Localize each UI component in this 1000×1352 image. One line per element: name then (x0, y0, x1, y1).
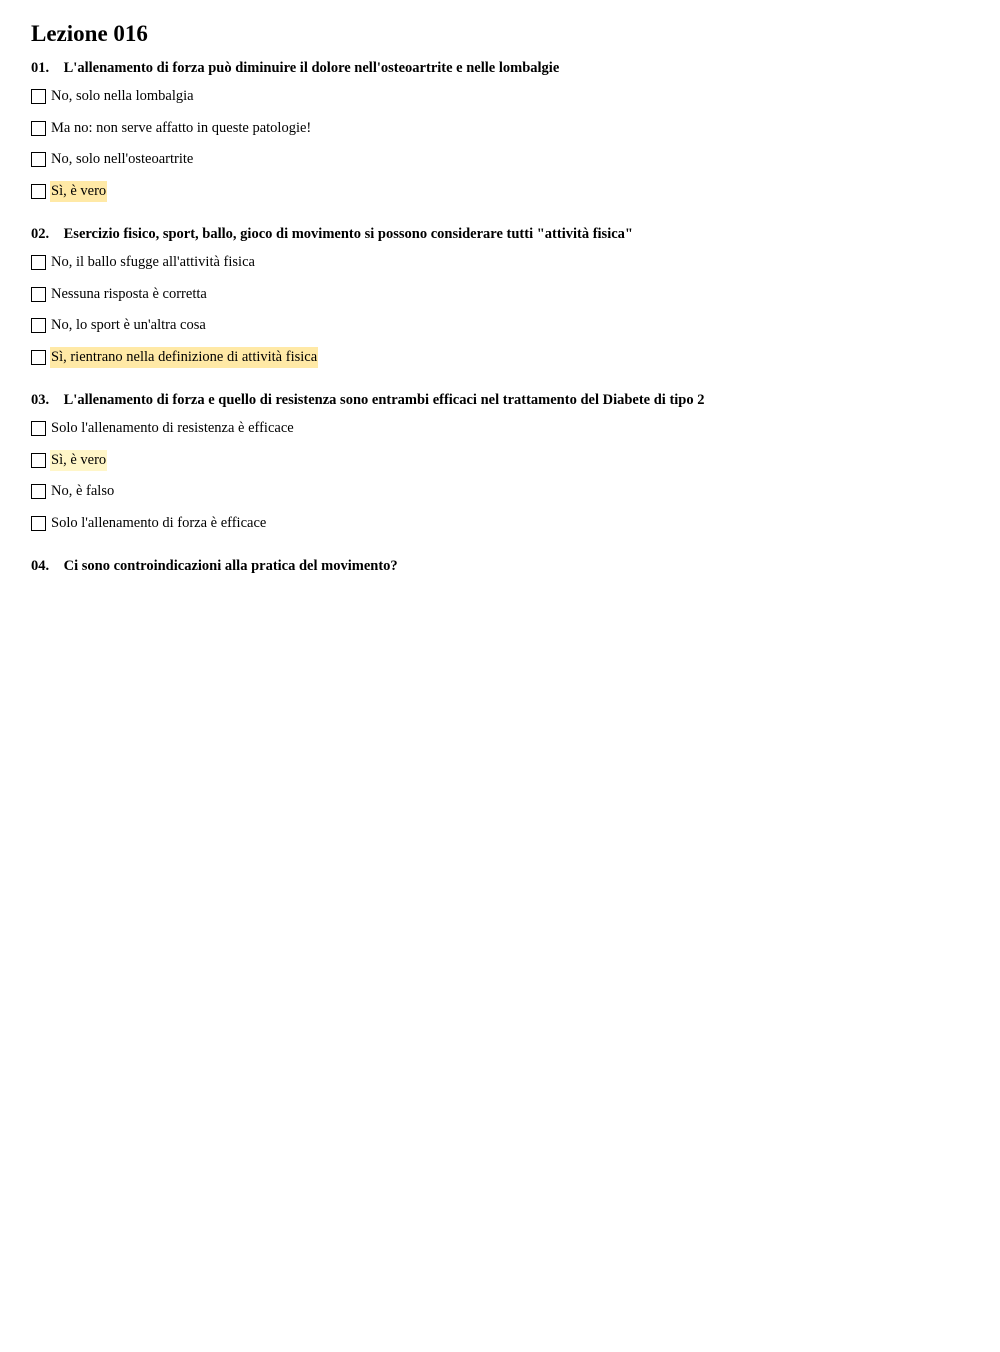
answer-checkbox[interactable] (31, 184, 46, 199)
question-number: 01. (31, 60, 50, 76)
answer-label: No, è falso (51, 483, 115, 500)
answer-option[interactable] (31, 342, 971, 374)
answer-option[interactable] (31, 176, 971, 208)
answer-label: Solo l'allenamento di resistenza è efficace (51, 420, 294, 437)
answer-option[interactable] (31, 247, 971, 279)
lesson-title: Lezione 016 (31, 21, 148, 46)
answer-option[interactable] (31, 81, 971, 113)
answer-label: No, solo nella lombalgia (51, 88, 194, 105)
question-02 (31, 223, 971, 373)
question-text: Ci sono controindicazioni alla pratica del movimento? (63, 558, 398, 574)
answer-label: No, solo nell'osteoartrite (51, 151, 194, 168)
question-01 (31, 57, 971, 207)
answer-label: Nessuna risposta è corretta (51, 285, 207, 302)
question-text: L'allenamento di forza può diminuire il dolore nell'osteoartrite e nelle lombalgie (63, 60, 560, 76)
answer-checkbox[interactable] (31, 453, 46, 468)
answer-label: Ma no: non serve affatto in queste patologie! (51, 119, 312, 136)
answer-checkbox[interactable] (31, 89, 46, 104)
answer-option[interactable] (31, 279, 971, 311)
answer-option[interactable] (31, 445, 971, 477)
answer-option[interactable] (31, 413, 971, 445)
answer-checkbox[interactable] (31, 484, 46, 499)
answer-checkbox[interactable] (31, 421, 46, 436)
question-header (31, 389, 971, 411)
question-header (31, 555, 971, 577)
question-number: 03. (31, 392, 50, 408)
answer-checkbox[interactable] (31, 152, 46, 167)
question-03 (31, 389, 971, 539)
answer-label-highlighted: Sì, è vero (50, 181, 107, 202)
question-text: Esercizio fisico, sport, ballo, gioco di movimento si possono considerare tutti "attività fisica" (63, 226, 633, 242)
answer-label-highlighted: Sì, è vero (50, 450, 107, 471)
answer-option[interactable] (31, 476, 971, 508)
answer-label: No, lo sport è un'altra cosa (51, 317, 206, 334)
question-text: L'allenamento di forza e quello di resistenza sono entrambi efficaci nel trattamento del Diabete di tipo 2 (63, 392, 705, 408)
answer-option[interactable] (31, 144, 971, 176)
answer-label: Solo l'allenamento di forza è efficace (51, 514, 267, 531)
question-header (31, 223, 971, 245)
answer-option[interactable] (31, 113, 971, 145)
answer-checkbox[interactable] (31, 516, 46, 531)
answer-option[interactable] (31, 508, 971, 540)
question-04 (31, 555, 971, 577)
answer-checkbox[interactable] (31, 255, 46, 270)
question-header (31, 57, 971, 79)
answer-label: No, il ballo sfugge all'attività fisica (51, 254, 255, 271)
answer-checkbox[interactable] (31, 350, 46, 365)
answer-options (31, 413, 971, 539)
quiz-page (31, 18, 971, 577)
answer-option[interactable] (31, 310, 971, 342)
answer-checkbox[interactable] (31, 287, 46, 302)
answer-checkbox[interactable] (31, 121, 46, 136)
question-number: 04. (31, 558, 50, 574)
answer-options (31, 247, 971, 373)
answer-label-highlighted: Sì, rientrano nella definizione di attività fisica (50, 347, 318, 368)
question-number: 02. (31, 226, 50, 242)
answer-options (31, 81, 971, 207)
answer-checkbox[interactable] (31, 318, 46, 333)
